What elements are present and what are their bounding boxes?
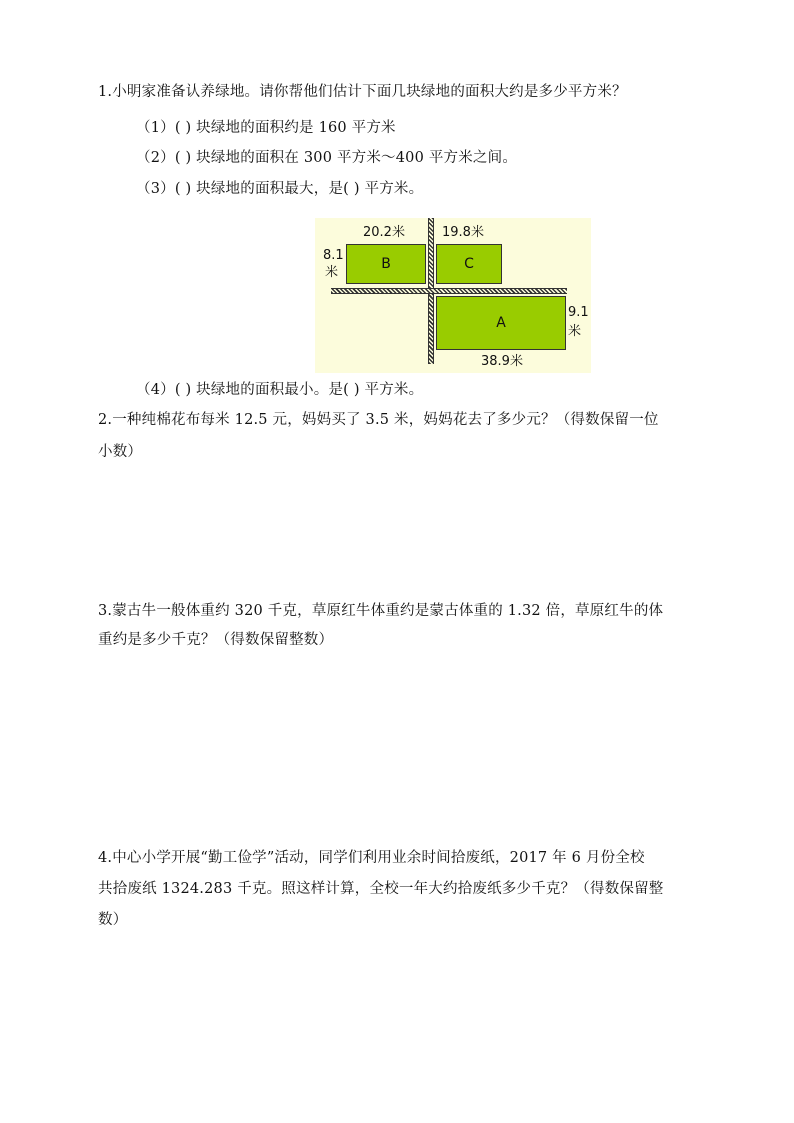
q4-line1: 4.中心小学开展“勤工俭学”活动，同学们利用业余时间拾废纸，2017 年 6 月份全校 <box>98 850 645 866</box>
field-c-label: C <box>464 256 474 272</box>
field-a-width-label: 38.9米 <box>481 354 523 369</box>
field-b-label: B <box>381 256 391 272</box>
q3-line1: 3.蒙古牛一般体重约 320 千克，草原红牛体重约是蒙古体重的 1.32 倍，草原红牛的体 <box>98 603 664 619</box>
green-fields-figure <box>315 218 591 373</box>
q1-stem: 1.小明家准备认养绿地。请你帮他们估计下面几块绿地的面积大约是多少平方米？ <box>98 84 627 100</box>
field-b-height-unit: 米 <box>325 265 339 280</box>
field-b-height-number: 8.1 <box>323 248 344 263</box>
q1-sub4: （4）( ) 块绿地的面积最小。是( ) 平方米。 <box>136 382 424 398</box>
field-b-width-label: 20.2米 <box>363 225 405 240</box>
field-b <box>346 244 426 284</box>
q3-line2: 重约是多少千克？（得数保留整数） <box>98 632 334 648</box>
q1-sub1: （1）( ) 块绿地的面积约是 160 平方米 <box>136 120 396 136</box>
field-a-height-number: 9.1 <box>568 305 589 320</box>
field-a-height-unit: 米 <box>568 324 582 339</box>
q2-line2: 小数） <box>98 444 143 460</box>
field-c <box>436 244 502 284</box>
q1-sub2: （2）( ) 块绿地的面积在 300 平方米～400 平方米之间。 <box>136 150 518 166</box>
horizontal-road <box>331 288 567 294</box>
q1-sub3: （3）( ) 块绿地的面积最大，是( ) 平方米。 <box>136 181 424 197</box>
q4-line2: 共拾废纸 1324.283 千克。照这样计算，全校一年大约拾废纸多少千克？（得数保留整 <box>98 881 664 897</box>
field-a-label: A <box>496 315 506 331</box>
q2-line1: 2.一种纯棉花布每米 12.5 元，妈妈买了 3.5 米，妈妈花去了多少元？（得数保留一位 <box>98 412 659 428</box>
q4-line3: 数） <box>98 912 128 928</box>
field-c-width-label: 19.8米 <box>442 225 484 240</box>
field-a <box>436 296 566 350</box>
